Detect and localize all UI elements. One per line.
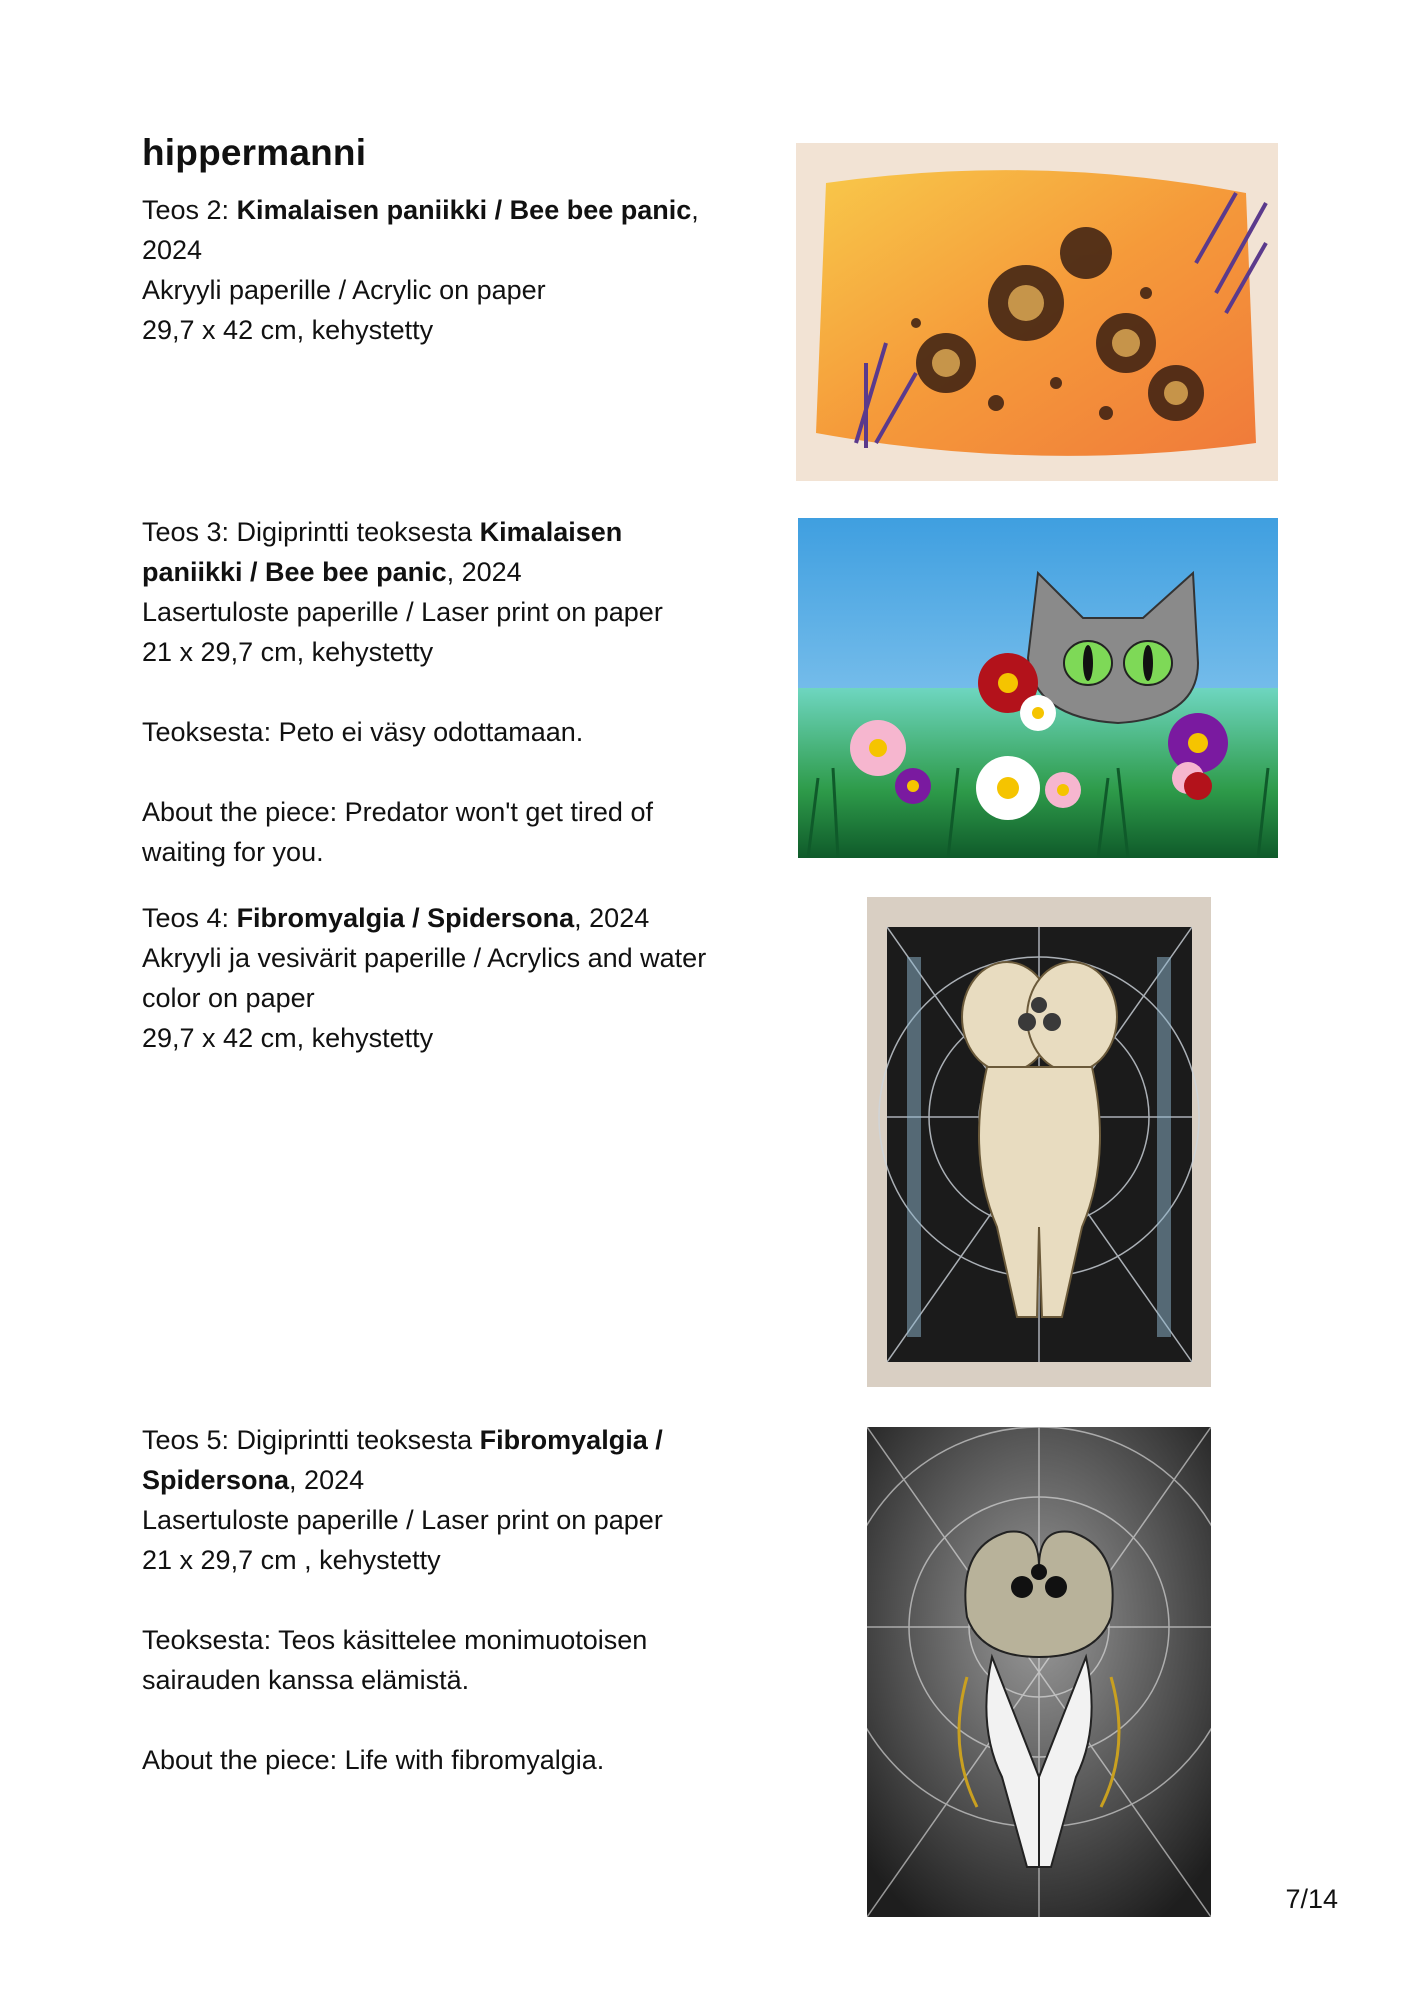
work-4-caption	[142, 898, 742, 1058]
spidersona-painting-image	[867, 897, 1211, 1387]
spidersona-print-image	[867, 1427, 1211, 1917]
cat-flowers-print-image	[798, 518, 1278, 858]
work-4-medium-2: color on paper	[142, 983, 315, 1013]
work-5-title-part-1: Fibromyalgia /	[479, 1425, 663, 1455]
work-4-year: , 2024	[574, 903, 650, 933]
work-2-title-line	[142, 190, 742, 230]
work-2-title: Kimalaisen paniikki / Bee bee panic	[236, 195, 692, 225]
work-2-prefix: Teos 2:	[142, 195, 237, 225]
work-3-note-fi: Teoksesta: Peto ei väsy odottamaan.	[142, 717, 584, 747]
work-3-note-en-1: About the piece: Predator won't get tired of	[142, 797, 653, 827]
work-3-size: 21 x 29,7 cm, kehystetty	[142, 637, 434, 667]
work-3-year: , 2024	[446, 557, 522, 587]
work-5-title-line-2	[142, 1460, 742, 1500]
work-5-note-en: About the piece: Life with fibromyalgia.	[142, 1745, 605, 1775]
work-4-prefix: Teos 4:	[142, 903, 237, 933]
work-5-title-line-1	[142, 1420, 742, 1460]
work-3-note-en-2: waiting for you.	[142, 837, 324, 867]
work-5-caption	[142, 1420, 742, 1780]
work-2-caption	[142, 190, 742, 350]
work-2-size: 29,7 x 42 cm, kehystetty	[142, 315, 434, 345]
work-4-medium-1: Akryyli ja vesivärit paperille / Acrylics and water	[142, 943, 707, 973]
work-5-medium: Lasertuloste paperille / Laser print on paper	[142, 1505, 663, 1535]
work-3-title-part-2: paniikki / Bee bee panic	[142, 557, 447, 587]
work-5-year: , 2024	[289, 1465, 365, 1495]
work-5-title-part-2: Spidersona	[142, 1465, 290, 1495]
work-2-medium: Akryyli paperille / Acrylic on paper	[142, 275, 546, 305]
work-4-title: Fibromyalgia / Spidersona	[236, 903, 575, 933]
work-3-prefix: Teos 3: Digiprintti teoksesta	[142, 517, 480, 547]
work-3-title-line-2	[142, 552, 742, 592]
work-3-caption	[142, 512, 742, 872]
artist-name: hippermanni	[142, 132, 367, 173]
work-3-title-line-1	[142, 512, 742, 552]
work-3-medium: Lasertuloste paperille / Laser print on paper	[142, 597, 663, 627]
page-number: 7/14	[1285, 1884, 1338, 1914]
work-4-size: 29,7 x 42 cm, kehystetty	[142, 1023, 434, 1053]
work-3-title-part-1: Kimalaisen	[479, 517, 623, 547]
work-5-prefix: Teos 5: Digiprintti teoksesta	[142, 1425, 480, 1455]
work-2-year: 2024	[142, 235, 203, 265]
work-5-size: 21 x 29,7 cm , kehystetty	[142, 1545, 441, 1575]
work-4-title-line	[142, 898, 742, 938]
work-5-note-fi-2: sairauden kanssa elämistä.	[142, 1665, 470, 1695]
work-5-note-fi-1: Teoksesta: Teos käsittelee monimuotoisen	[142, 1625, 648, 1655]
work-2-comma: ,	[691, 195, 699, 225]
bee-painting-image	[796, 143, 1278, 481]
